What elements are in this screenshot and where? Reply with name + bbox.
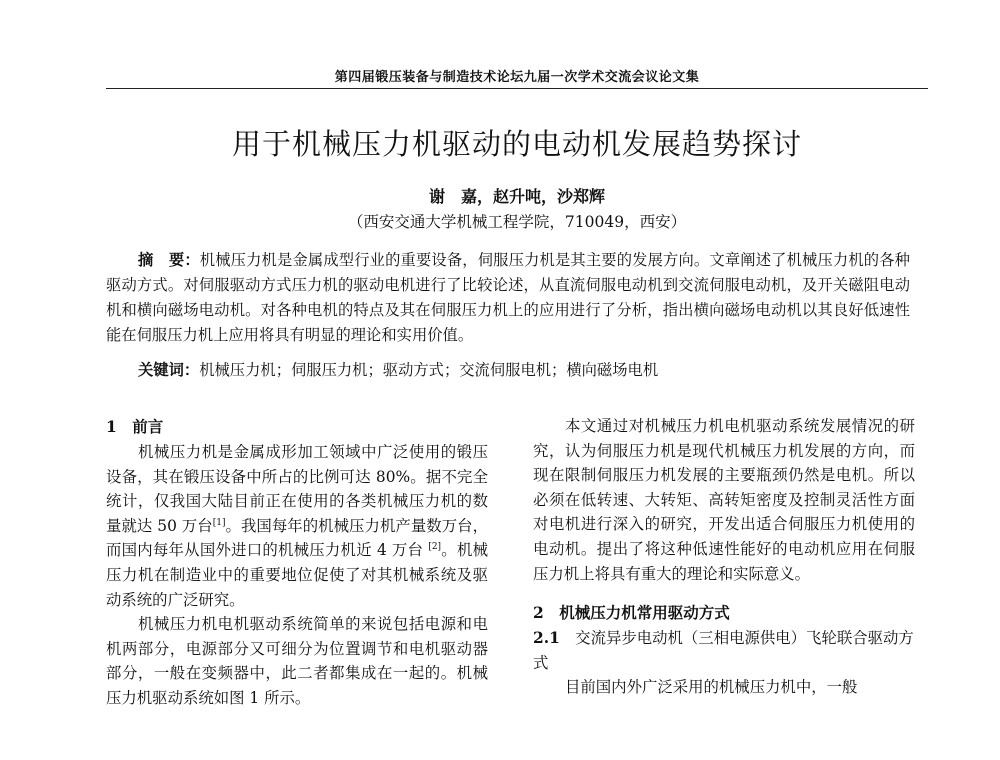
paper-title: 用于机械压力机驱动的电动机发展趋势探讨	[231, 127, 802, 161]
intro-p1-part-a: 机械压力机是金属成形加工领域中广泛使用的锻压设备，其在锻压设备中所占的比例可达 80%。据不完全统计，仅我国大陆目前正在使用的各类机械压力机的数量就达 50 万台	[106, 443, 488, 535]
keywords-text: 机械压力机；伺服压力机；驱动方式；交流伺服电机；横向磁场电机	[199, 361, 659, 379]
running-header: 第四届锻压装备与制造技术论坛九届一次学术交流会议论文集	[334, 70, 700, 85]
abstract-text: 机械压力机是金属成型行业的重要设备，伺服压力机是其主要的发展方向。文章阐述了机械压力机的各种驱动方式。对伺服驱动方式压力机的驱动电机进行了比较论述，从直流伺服电动机到交流伺服电动机，及开关磁阻电动机和横向磁场电动机。对各种电机的特点及其在伺服压力机上的应用进行了分析，指出横向磁场电动机以其良好低速性能在伺服压力机上应用将具有明显的理论和实用价值。	[106, 251, 910, 344]
subsection-2-1-heading	[533, 626, 915, 675]
citation-2[interactable]: [2]	[428, 542, 442, 553]
intro-p1-part-c: 。机械压力机在制造业中的重要地位促使了对其机械系统及驱动系统的广泛研究。	[106, 541, 488, 609]
intro-p1-part-b: 。我国每年的机械压力机产量数万台，而国内每年从国外进口的机械压力机近 4 万台	[106, 516, 488, 560]
keywords	[138, 358, 908, 383]
left-column	[106, 414, 488, 711]
abstract	[106, 248, 910, 348]
intro-paragraph-1	[106, 440, 488, 612]
right-column	[533, 414, 915, 700]
header-rule	[106, 88, 928, 89]
abstract-label: 摘 要：	[138, 251, 200, 269]
authors: 谢 嘉，赵升吨，沙郑辉	[428, 187, 605, 206]
subsection-2-1-number: 2.1	[533, 629, 560, 648]
spacer	[533, 586, 915, 600]
section-2-heading: 2 机械压力机常用驱动方式	[533, 603, 730, 623]
section-2-paragraph: 目前国内外广泛采用的机械压力机中，一般	[565, 678, 858, 697]
intro-paragraph-3: 本文通过对机械压力机电机驱动系统发展情况的研究，认为伺服压力机是现代机械压力机发展的方向，而现在限制伺服压力机发展的主要瓶颈仍然是电机。所以必须在低转速、大转矩、高转矩密度及控制灵活性方面对电机进行深入的研究，开发出适合伺服压力机使用的电动机。提出了将这种低速性能好的电动机应用在伺服压力机上将具有重大的理论和实际意义。	[533, 417, 915, 583]
section-1-heading: 1 前言	[106, 417, 164, 436]
affiliation: （西安交通大学机械工程学院，710049，西安）	[347, 213, 687, 231]
citation-1[interactable]: [1]	[212, 517, 226, 528]
subsection-2-1-title: 交流异步电动机（三相电源供电）飞轮联合驱动方式	[533, 629, 914, 672]
keywords-label: 关键词：	[138, 361, 200, 379]
intro-paragraph-2: 机械压力机电机驱动系统简单的来说包括电源和电机两部分，电源部分又可细分为位置调节和电机驱动器部分，一般在变频器中，此二者都集成在一起的。机械压力机驱动系统如图 1 所示。	[106, 615, 488, 707]
